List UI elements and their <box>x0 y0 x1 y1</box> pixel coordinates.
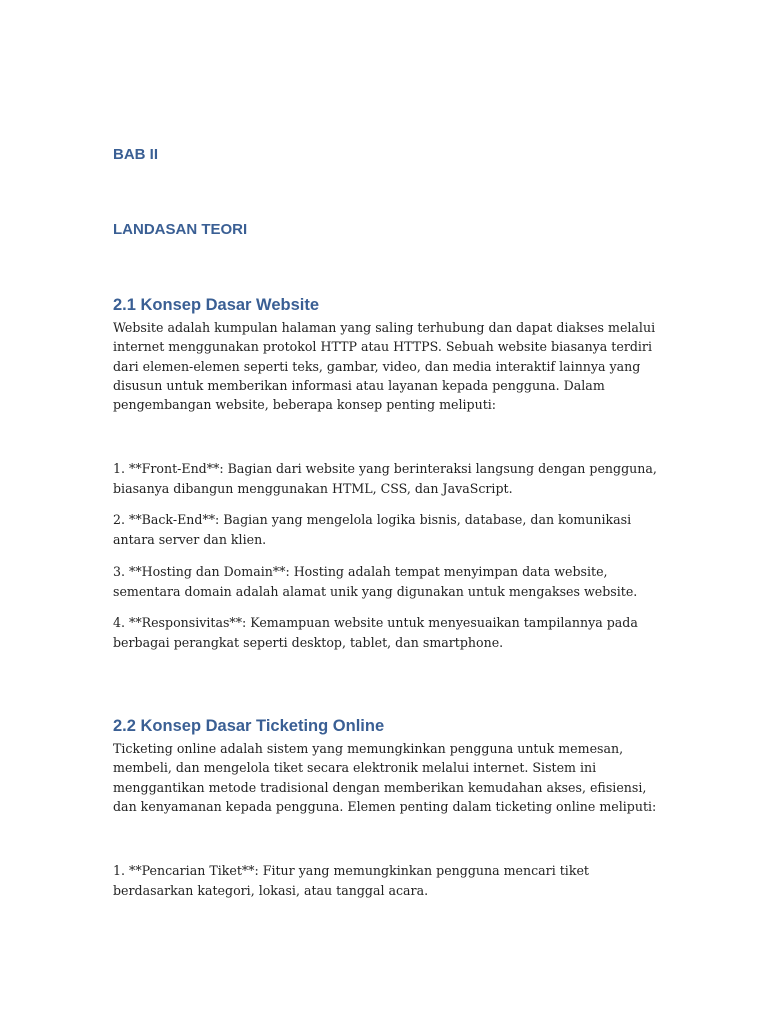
list-item-responsivitas: 4. **Responsivitas**: Kemampuan website untuk menyesuaikan tampilannya pada berbagai perangkat seperti desktop, tablet, dan smartphone. <box>113 615 638 650</box>
section-heading-2-2: 2.2 Konsep Dasar Ticketing Online <box>113 717 385 735</box>
list-item-hosting-domain: 3. **Hosting dan Domain**: Hosting adalah tempat menyimpan data website, sementara domain adalah alamat unik yang digunakan untuk mengakses website. <box>113 564 638 599</box>
chapter-title: LANDASAN TEORI <box>113 221 248 238</box>
section-heading-2-1: 2.1 Konsep Dasar Website <box>113 296 320 314</box>
section-2-2-intro: Ticketing online adalah sistem yang memungkinkan pengguna untuk memesan, membeli, dan mengelola tiket secara elektronik melalui internet. Sistem ini menggantikan metode tradisional dengan memberikan kemudahan akses, efisiensi, dan kenyamanan kepada pengguna. Elemen penting dalam ticketing online meliputi: <box>113 741 657 814</box>
list-item-pencarian-tiket: 1. **Pencarian Tiket**: Fitur yang memungkinkan pengguna mencari tiket berdasarkan kategori, lokasi, atau tanggal acara. <box>113 863 589 898</box>
chapter-number: BAB II <box>113 146 158 163</box>
list-item-front-end: 1. **Front-End**: Bagian dari website yang berinteraksi langsung dengan pengguna, biasanya dibangun menggunakan HTML, CSS, dan JavaScript. <box>113 461 657 496</box>
section-2-1-intro: Website adalah kumpulan halaman yang saling terhubung dan dapat diakses melalui internet menggunakan protokol HTTP atau HTTPS. Sebuah website biasanya terdiri dari elemen-elemen seperti teks, gambar, video, dan media interaktif lainnya yang disusun untuk memberikan informasi atau layanan kepada pengguna. Dalam pengembangan website, beberapa konsep penting meliputi: <box>113 320 656 413</box>
list-item-back-end: 2. **Back-End**: Bagian yang mengelola logika bisnis, database, dan komunikasi antara server dan klien. <box>113 512 632 547</box>
